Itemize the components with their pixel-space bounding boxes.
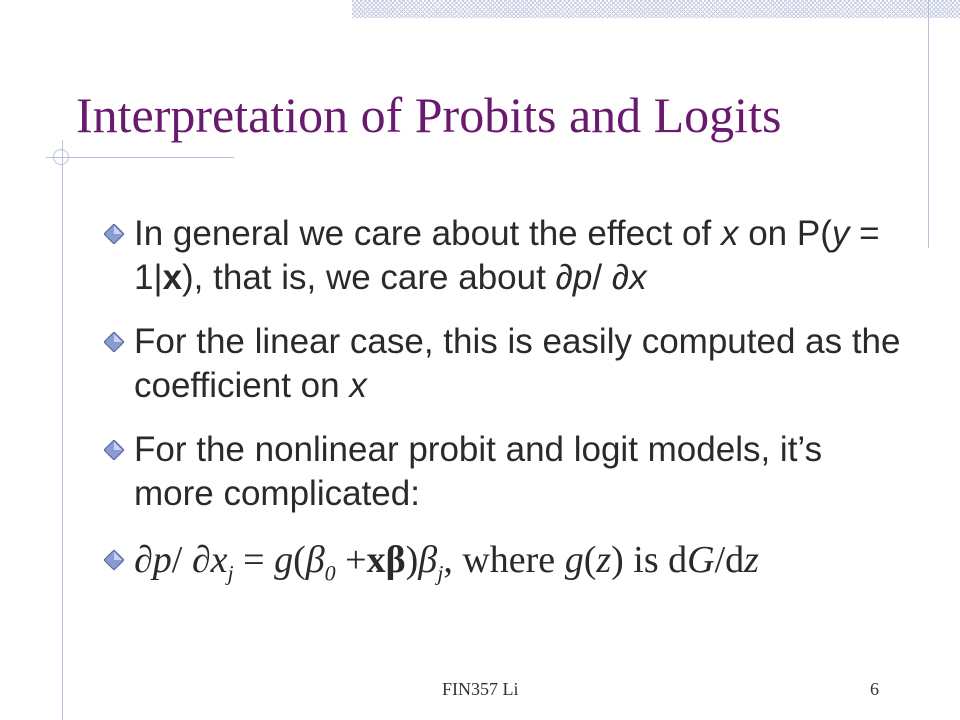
slide-title: Interpretation of Probits and Logits [76, 87, 782, 143]
bullet-item [104, 212, 904, 300]
bullet-text: For the nonlinear probit and logit models, it’s more complicated: [134, 430, 823, 513]
footer-label: FIN357 Li [442, 679, 519, 699]
diamond-bullet-icon [104, 440, 124, 460]
diamond-bullet-icon [104, 332, 124, 352]
left-vertical-rule [62, 140, 63, 720]
formula-text: ∂p/ $\partial x_j = g(\beta_0 +x\beta)\beta_j$, where g(z) is dG/dz [134, 539, 759, 586]
bullet-item [104, 538, 904, 586]
bullet-list [104, 212, 904, 586]
diamond-bullet-icon [104, 224, 124, 244]
bullet-item [104, 320, 904, 408]
title-underline-rule [46, 157, 234, 158]
bullet-text: In general we care about the effect of x on P(y = 1|x), that is, we care about ∂p/ ∂x [134, 214, 880, 297]
bullet-text: For the linear case, this is easily computed as the coefficient on x [134, 322, 901, 405]
vertical-rule [928, 0, 929, 248]
bullet-item [104, 428, 904, 516]
page-number: 6 [870, 679, 879, 699]
diamond-bullet-icon [104, 550, 124, 570]
header-hatch-band [352, 0, 960, 18]
corner-ring [53, 149, 69, 165]
